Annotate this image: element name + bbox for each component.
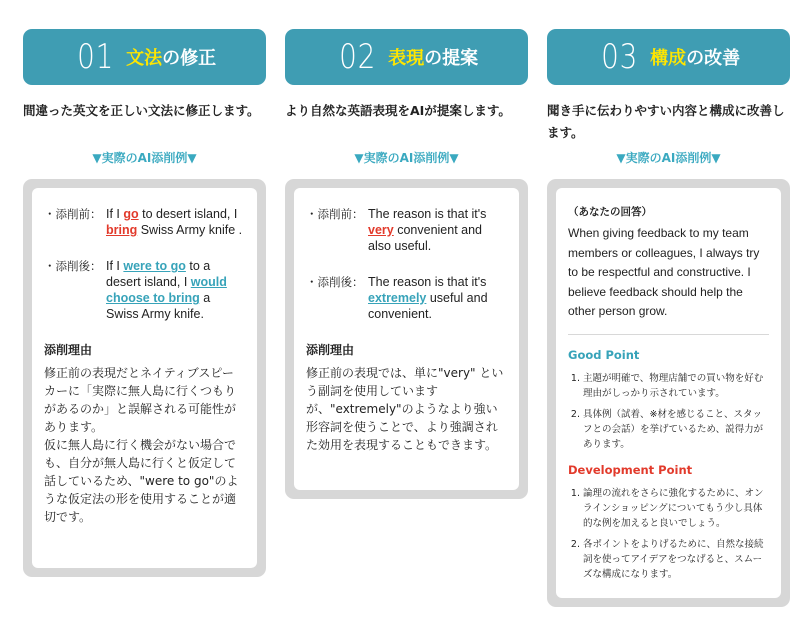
after-example: ・添削後： If I were to go to a desert island, I would choose to bring a Swiss Army knife.	[44, 259, 227, 321]
feature-column-structure	[547, 29, 790, 580]
column-description: 間違った英文を正しい文法に修正します。	[23, 103, 260, 118]
example-caption: ▼実際のAI添削例▼	[354, 151, 459, 165]
example-caption: ▼実際のAI添削例▼	[92, 151, 197, 165]
development-point-list	[568, 486, 769, 582]
answer-text: When giving feedback to my team members or colleagues, I always try to be respectful and constructive. I believe feedback should help the other person grow.	[568, 226, 760, 318]
column-description: より自然な英語表現をAIが提案します。	[285, 103, 511, 118]
column-title: 構成の改善	[650, 48, 741, 69]
column-title: 文法の修正	[126, 48, 217, 69]
after-example: ・添削後： The reason is that it's extremely useful and convenient.	[306, 275, 488, 321]
feature-column-expression	[285, 29, 528, 452]
list-item: 2. 具体例（試着、※材を感じること、スタッフとの会話）を挙げているため、説得力があります。	[583, 407, 769, 452]
reason-title: 添削理由	[306, 343, 355, 357]
column-number: 03	[600, 37, 639, 77]
development-point-title: Development Point	[568, 462, 693, 477]
column-header	[285, 29, 528, 85]
list-item: 2. 各ポイントをよりげるために、自然な接続詞を使ってアイデアをつなげると、スムーズな構成になります。	[583, 537, 769, 582]
example-card	[285, 179, 528, 499]
before-example: ・添削前： The reason is that it's very convenient and also useful.	[306, 207, 487, 253]
list-item: 1. 論理の流れをさらに強化するために、オンラインショッピングについてもう少し具体的な例を加えると良いでしょう。	[583, 486, 769, 531]
column-header	[547, 29, 790, 85]
example-card	[23, 179, 266, 577]
column-title: 表現の提案	[388, 48, 479, 69]
column-number: 02	[338, 37, 377, 77]
before-example: ・添削前： If I go to desert island, I bring Swiss Army knife .	[44, 207, 243, 237]
reason-text: 修正前の表現では、単に"very" という副詞を使用しています が、"extremely"のようなより強い形容詞を使うことで、より強調された効用を表現することもできます。	[306, 366, 504, 452]
example-card	[547, 179, 790, 607]
column-number: 01	[76, 37, 115, 77]
list-item: 1. 主題が明確で、物理店舗での買い物を好む理由がしっかり示されています。	[583, 371, 769, 401]
example-caption: ▼実際のAI添削例▼	[616, 151, 721, 165]
column-header	[23, 29, 266, 85]
reason-text: 修正前の表現だとネイティブスピーカーに「実際に無人島に行くつもりがあるのか」と誤解される可能性があります。 仮に無人島に行く機会がない場合でも、自分が無人島に行くと仮定して話しているため、"were to go"のような仮定法の形を使用することが適切です。	[44, 366, 239, 524]
good-point-list	[568, 371, 769, 452]
feature-column-grammar	[23, 29, 266, 524]
column-description: 聞き手に伝わりやすい内容と構成に改善します。	[547, 103, 785, 140]
reason-title: 添削理由	[44, 343, 93, 357]
good-point-title: Good Point	[568, 347, 640, 362]
divider	[568, 334, 769, 335]
answer-title: （あなたの回答）	[568, 206, 652, 218]
